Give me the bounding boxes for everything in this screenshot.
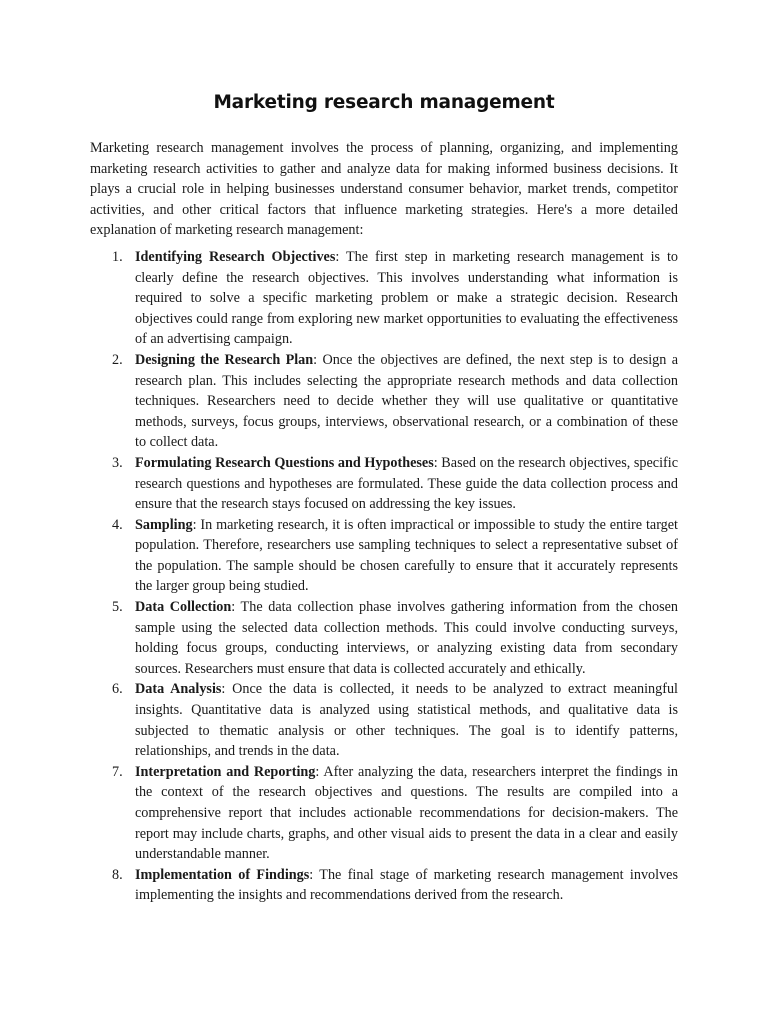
list-item [90, 865, 678, 906]
list-item-number: 8. [112, 866, 123, 883]
list-item [90, 515, 678, 597]
list-item [90, 679, 678, 761]
list-item-text: : Once the objectives are defined, the next step is to design a research plan. This includes selecting the appropriate research methods and data collection techniques. Researchers need to decide whether they will use qualitative or quantitative methods, surveys, focus groups, interviews, observational research, or a combination of these to collect data. [135, 351, 678, 451]
list-item-text: : The first step in marketing research management is to clearly define the research objectives. This involves understanding what information is required to solve a specific marketing problem or make a strategic decision. Research objectives could range from exploring new market opportunities to evaluating the effectiveness of an advertising campaign. [135, 248, 679, 348]
list-item-text: : After analyzing the data, researchers interpret the findings in the context of the research objectives and questions. The results are compiled into a comprehensive report that includes actionable recommendations for decision-makers. The report may include charts, graphs, and other visual aids to present the data in a clear and easily understandable manner. [135, 763, 678, 863]
list-item-number: 6. [112, 681, 123, 698]
list-item-number: 7. [112, 763, 123, 780]
document-page [90, 92, 678, 906]
list-item-term: Identifying Research Objectives [135, 248, 336, 265]
list-item [90, 453, 678, 515]
list-item-text: : In marketing research, it is often impractical or impossible to study the entire target population. Therefore, researchers use sampling techniques to select a representative subset of the population. The sample should be chosen carefully to ensure that it accurately represents the larger group being studied. [135, 516, 678, 595]
list-item-number: 3. [112, 454, 123, 471]
document-title: Marketing research management [213, 92, 555, 113]
list-item-text: : The final stage of marketing research management involves implementing the insights and recommendations derived from the research. [135, 866, 678, 904]
list-item-text: : Based on the research objectives, specific research questions and hypotheses are formulated. These guide the data collection process and ensure that the research stays focused on addressing the key issues. [135, 454, 678, 513]
list-item-term: Data Analysis [135, 681, 222, 698]
list-item-term: Sampling [135, 516, 193, 533]
intro-paragraph: Marketing research management involves the process of planning, organizing, and implementing marketing research activities to gather and analyze data for making informed business decisions. It plays a crucial role in helping businesses understand consumer behavior, market trends, competitor activities, and other critical factors that influence marketing strategies. Here's a more detailed explanation of marketing research management: [90, 140, 678, 239]
list-item-term: Data Collection [135, 599, 232, 616]
list-item [90, 597, 678, 679]
list-item-term: Implementation of Findings [135, 866, 310, 883]
list-item-text: : Once the data is collected, it needs to be analyzed to extract meaningful insights. Quantitative data is analyzed using statistical methods, and qualitative data is subjected to thematic analysis or other techniques. The goal is to identify patterns, relationships, and trends in the data. [135, 681, 678, 760]
list-item-term: Formulating Research Questions and Hypotheses [135, 454, 434, 471]
list-item-term: Designing the Research Plan [135, 351, 314, 368]
list-item-number: 5. [112, 599, 123, 616]
list-item-number: 4. [112, 516, 123, 533]
list-item-term: Interpretation and Reporting [135, 763, 316, 780]
list-item-number: 2. [112, 351, 123, 368]
list-item [90, 350, 678, 453]
list-item [90, 247, 678, 350]
list-item [90, 762, 678, 865]
numbered-list [90, 247, 678, 906]
list-item-number: 1. [112, 248, 123, 265]
list-item-text: : The data collection phase involves gathering information from the chosen sample using the selected data collection methods. This could involve conducting surveys, holding focus groups, conducting interviews, or analyzing existing data from secondary sources. Researchers must ensure that data is collected accurately and ethically. [135, 599, 678, 677]
